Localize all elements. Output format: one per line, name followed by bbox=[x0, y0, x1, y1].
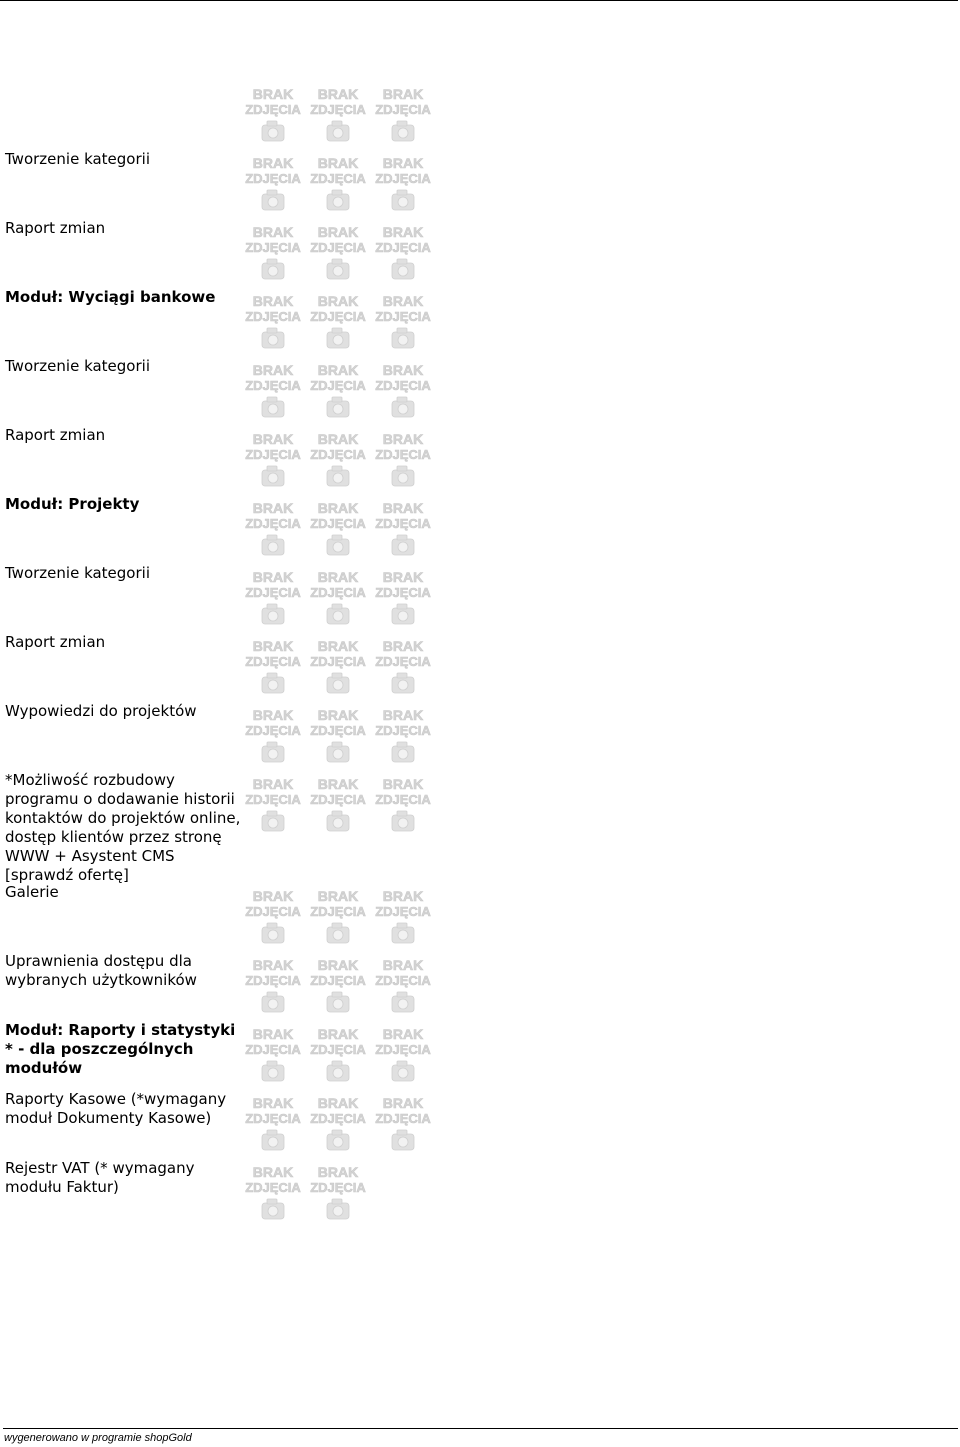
brak-zdjecia-placeholder-icon bbox=[245, 1094, 301, 1156]
svg-text:BRAK: BRAK bbox=[317, 224, 359, 240]
brak-zdjecia-placeholder-icon bbox=[375, 361, 431, 423]
brak-zdjecia-placeholder-icon bbox=[310, 775, 366, 837]
svg-text:ZDJĘCIA: ZDJĘCIA bbox=[375, 102, 431, 117]
feature-label: *Możliwość rozbudowy programu o dodawanie historii kontaktów do projektów online, dostęp klientów przez stronę WWW + Asystent CMS [sprawdź ofertę] bbox=[5, 771, 241, 884]
svg-text:ZDJĘCIA: ZDJĘCIA bbox=[245, 1042, 301, 1057]
svg-text:BRAK: BRAK bbox=[252, 86, 294, 102]
svg-text:BRAK: BRAK bbox=[252, 155, 294, 171]
brak-zdjecia-placeholder-icon bbox=[245, 956, 301, 1018]
feature-label: Raporty Kasowe (*wymagany moduł Dokumenty Kasowe) bbox=[5, 1090, 227, 1127]
svg-text:BRAK: BRAK bbox=[382, 776, 424, 792]
svg-text:BRAK: BRAK bbox=[382, 155, 424, 171]
brak-zdjecia-placeholder-icon bbox=[310, 223, 366, 285]
svg-text:ZDJĘCIA: ZDJĘCIA bbox=[375, 654, 431, 669]
brak-zdjecia-placeholder-icon bbox=[310, 568, 366, 630]
module-heading: Moduł: Wyciągi bankowe bbox=[5, 288, 216, 306]
brak-zdjecia-placeholder-icon bbox=[375, 223, 431, 285]
svg-text:ZDJĘCIA: ZDJĘCIA bbox=[310, 654, 366, 669]
svg-text:ZDJĘCIA: ZDJĘCIA bbox=[310, 309, 366, 324]
svg-text:ZDJĘCIA: ZDJĘCIA bbox=[375, 447, 431, 462]
image-row bbox=[245, 430, 431, 492]
svg-text:ZDJĘCIA: ZDJĘCIA bbox=[245, 378, 301, 393]
brak-zdjecia-placeholder-icon bbox=[310, 85, 366, 147]
svg-text:BRAK: BRAK bbox=[317, 776, 359, 792]
brak-zdjecia-placeholder-icon bbox=[310, 637, 366, 699]
svg-text:ZDJĘCIA: ZDJĘCIA bbox=[310, 102, 366, 117]
svg-text:ZDJĘCIA: ZDJĘCIA bbox=[245, 792, 301, 807]
image-row bbox=[245, 956, 431, 1018]
svg-text:BRAK: BRAK bbox=[317, 86, 359, 102]
svg-text:ZDJĘCIA: ZDJĘCIA bbox=[310, 904, 366, 919]
image-row bbox=[245, 85, 431, 147]
feature-label: Raport zmian bbox=[5, 633, 106, 651]
svg-text:ZDJĘCIA: ZDJĘCIA bbox=[310, 792, 366, 807]
svg-text:BRAK: BRAK bbox=[317, 957, 359, 973]
svg-text:BRAK: BRAK bbox=[382, 431, 424, 447]
brak-zdjecia-placeholder-icon bbox=[375, 706, 431, 768]
brak-zdjecia-placeholder-icon bbox=[245, 775, 301, 837]
brak-zdjecia-placeholder-icon bbox=[245, 361, 301, 423]
svg-text:ZDJĘCIA: ZDJĘCIA bbox=[375, 585, 431, 600]
svg-text:ZDJĘCIA: ZDJĘCIA bbox=[375, 1042, 431, 1057]
brak-zdjecia-placeholder-icon bbox=[375, 292, 431, 354]
svg-text:ZDJĘCIA: ZDJĘCIA bbox=[310, 516, 366, 531]
svg-text:BRAK: BRAK bbox=[252, 362, 294, 378]
top-rule bbox=[0, 0, 958, 1]
svg-text:BRAK: BRAK bbox=[317, 1026, 359, 1042]
brak-zdjecia-placeholder-icon bbox=[375, 637, 431, 699]
brak-zdjecia-placeholder-icon bbox=[375, 1094, 431, 1156]
image-row bbox=[245, 706, 431, 768]
svg-text:BRAK: BRAK bbox=[382, 1026, 424, 1042]
brak-zdjecia-placeholder-icon bbox=[310, 430, 366, 492]
svg-text:ZDJĘCIA: ZDJĘCIA bbox=[375, 309, 431, 324]
svg-text:ZDJĘCIA: ZDJĘCIA bbox=[310, 585, 366, 600]
svg-text:ZDJĘCIA: ZDJĘCIA bbox=[375, 904, 431, 919]
svg-text:BRAK: BRAK bbox=[252, 638, 294, 654]
svg-text:ZDJĘCIA: ZDJĘCIA bbox=[375, 792, 431, 807]
svg-text:BRAK: BRAK bbox=[252, 569, 294, 585]
image-row bbox=[245, 223, 431, 285]
svg-text:BRAK: BRAK bbox=[252, 1095, 294, 1111]
svg-text:BRAK: BRAK bbox=[382, 888, 424, 904]
svg-text:BRAK: BRAK bbox=[252, 431, 294, 447]
svg-text:ZDJĘCIA: ZDJĘCIA bbox=[245, 171, 301, 186]
svg-text:BRAK: BRAK bbox=[317, 1095, 359, 1111]
svg-text:ZDJĘCIA: ZDJĘCIA bbox=[245, 654, 301, 669]
brak-zdjecia-placeholder-icon bbox=[245, 85, 301, 147]
feature-label: Wypowiedzi do projektów bbox=[5, 702, 197, 720]
image-row bbox=[245, 292, 431, 354]
brak-zdjecia-placeholder-icon bbox=[245, 430, 301, 492]
image-row bbox=[245, 154, 431, 216]
svg-text:BRAK: BRAK bbox=[252, 293, 294, 309]
svg-text:ZDJĘCIA: ZDJĘCIA bbox=[245, 904, 301, 919]
brak-zdjecia-placeholder-icon bbox=[245, 887, 301, 949]
brak-zdjecia-placeholder-icon bbox=[375, 1025, 431, 1087]
image-row bbox=[245, 1025, 431, 1087]
brak-zdjecia-placeholder-icon bbox=[245, 1025, 301, 1087]
image-row bbox=[245, 887, 431, 949]
svg-text:ZDJĘCIA: ZDJĘCIA bbox=[375, 378, 431, 393]
svg-text:BRAK: BRAK bbox=[317, 1164, 359, 1180]
brak-zdjecia-placeholder-icon bbox=[245, 499, 301, 561]
svg-text:BRAK: BRAK bbox=[317, 155, 359, 171]
brak-zdjecia-placeholder-icon bbox=[375, 85, 431, 147]
module-heading: Moduł: Projekty bbox=[5, 495, 140, 513]
image-row bbox=[245, 1163, 366, 1225]
svg-text:BRAK: BRAK bbox=[317, 888, 359, 904]
svg-text:BRAK: BRAK bbox=[382, 638, 424, 654]
brak-zdjecia-placeholder-icon bbox=[310, 1025, 366, 1087]
feature-label: Rejestr VAT (* wymagany modułu Faktur) bbox=[5, 1159, 195, 1196]
image-row bbox=[245, 499, 431, 561]
svg-text:BRAK: BRAK bbox=[252, 957, 294, 973]
svg-text:BRAK: BRAK bbox=[382, 957, 424, 973]
svg-text:ZDJĘCIA: ZDJĘCIA bbox=[375, 516, 431, 531]
svg-text:ZDJĘCIA: ZDJĘCIA bbox=[375, 240, 431, 255]
svg-text:BRAK: BRAK bbox=[252, 500, 294, 516]
svg-text:BRAK: BRAK bbox=[382, 1095, 424, 1111]
feature-label: Tworzenie kategorii bbox=[5, 357, 150, 375]
brak-zdjecia-placeholder-icon bbox=[375, 154, 431, 216]
image-row bbox=[245, 1094, 431, 1156]
svg-text:ZDJĘCIA: ZDJĘCIA bbox=[245, 973, 301, 988]
brak-zdjecia-placeholder-icon bbox=[375, 956, 431, 1018]
svg-text:BRAK: BRAK bbox=[252, 707, 294, 723]
brak-zdjecia-placeholder-icon bbox=[245, 1163, 301, 1225]
svg-text:ZDJĘCIA: ZDJĘCIA bbox=[310, 1042, 366, 1057]
brak-zdjecia-placeholder-icon bbox=[310, 706, 366, 768]
brak-zdjecia-placeholder-icon bbox=[310, 887, 366, 949]
svg-text:BRAK: BRAK bbox=[382, 569, 424, 585]
brak-zdjecia-placeholder-icon bbox=[375, 887, 431, 949]
module-heading: Moduł: Raporty i statystyki * - dla poszczególnych modułów bbox=[5, 1021, 236, 1077]
feature-label: Raport zmian bbox=[5, 426, 106, 444]
brak-zdjecia-placeholder-icon bbox=[245, 292, 301, 354]
brak-zdjecia-placeholder-icon bbox=[375, 499, 431, 561]
feature-label: Tworzenie kategorii bbox=[5, 564, 150, 582]
feature-label: Raport zmian bbox=[5, 219, 106, 237]
brak-zdjecia-placeholder-icon bbox=[245, 706, 301, 768]
brak-zdjecia-placeholder-icon bbox=[375, 430, 431, 492]
svg-text:ZDJĘCIA: ZDJĘCIA bbox=[310, 973, 366, 988]
svg-text:ZDJĘCIA: ZDJĘCIA bbox=[245, 102, 301, 117]
brak-zdjecia-placeholder-icon bbox=[310, 361, 366, 423]
svg-text:BRAK: BRAK bbox=[317, 707, 359, 723]
svg-text:BRAK: BRAK bbox=[252, 1164, 294, 1180]
svg-text:ZDJĘCIA: ZDJĘCIA bbox=[375, 1111, 431, 1126]
svg-text:BRAK: BRAK bbox=[317, 569, 359, 585]
svg-text:ZDJĘCIA: ZDJĘCIA bbox=[310, 1180, 366, 1195]
brak-zdjecia-placeholder-icon bbox=[310, 499, 366, 561]
svg-text:ZDJĘCIA: ZDJĘCIA bbox=[310, 447, 366, 462]
feature-label: Galerie bbox=[5, 883, 59, 901]
feature-label: Uprawnienia dostępu dla wybranych użytkowników bbox=[5, 952, 197, 989]
brak-zdjecia-placeholder-icon bbox=[375, 568, 431, 630]
svg-text:BRAK: BRAK bbox=[317, 293, 359, 309]
feature-label: Tworzenie kategorii bbox=[5, 150, 150, 168]
image-row bbox=[245, 775, 431, 837]
svg-text:BRAK: BRAK bbox=[382, 86, 424, 102]
brak-zdjecia-placeholder-icon bbox=[310, 292, 366, 354]
svg-text:ZDJĘCIA: ZDJĘCIA bbox=[310, 171, 366, 186]
footer-rule bbox=[3, 1428, 958, 1429]
svg-text:ZDJĘCIA: ZDJĘCIA bbox=[245, 447, 301, 462]
svg-text:ZDJĘCIA: ZDJĘCIA bbox=[245, 585, 301, 600]
brak-zdjecia-placeholder-icon bbox=[310, 956, 366, 1018]
svg-text:ZDJĘCIA: ZDJĘCIA bbox=[245, 1111, 301, 1126]
svg-text:BRAK: BRAK bbox=[382, 224, 424, 240]
brak-zdjecia-placeholder-icon bbox=[245, 223, 301, 285]
svg-text:ZDJĘCIA: ZDJĘCIA bbox=[245, 1180, 301, 1195]
svg-text:ZDJĘCIA: ZDJĘCIA bbox=[310, 240, 366, 255]
svg-text:ZDJĘCIA: ZDJĘCIA bbox=[245, 723, 301, 738]
brak-zdjecia-placeholder-icon bbox=[245, 154, 301, 216]
brak-zdjecia-placeholder-icon bbox=[310, 1163, 366, 1225]
svg-text:ZDJĘCIA: ZDJĘCIA bbox=[245, 516, 301, 531]
svg-text:ZDJĘCIA: ZDJĘCIA bbox=[375, 171, 431, 186]
svg-text:BRAK: BRAK bbox=[317, 500, 359, 516]
brak-zdjecia-placeholder-icon bbox=[310, 154, 366, 216]
svg-text:ZDJĘCIA: ZDJĘCIA bbox=[310, 1111, 366, 1126]
brak-zdjecia-placeholder-icon bbox=[375, 775, 431, 837]
brak-zdjecia-placeholder-icon bbox=[245, 568, 301, 630]
svg-text:ZDJĘCIA: ZDJĘCIA bbox=[310, 723, 366, 738]
svg-text:BRAK: BRAK bbox=[317, 362, 359, 378]
svg-text:BRAK: BRAK bbox=[382, 362, 424, 378]
svg-text:BRAK: BRAK bbox=[382, 293, 424, 309]
image-row bbox=[245, 361, 431, 423]
brak-zdjecia-placeholder-icon bbox=[245, 637, 301, 699]
svg-text:BRAK: BRAK bbox=[252, 224, 294, 240]
svg-text:BRAK: BRAK bbox=[252, 1026, 294, 1042]
svg-text:ZDJĘCIA: ZDJĘCIA bbox=[375, 723, 431, 738]
svg-text:BRAK: BRAK bbox=[382, 707, 424, 723]
svg-text:BRAK: BRAK bbox=[317, 431, 359, 447]
svg-text:BRAK: BRAK bbox=[317, 638, 359, 654]
svg-text:ZDJĘCIA: ZDJĘCIA bbox=[245, 240, 301, 255]
svg-text:ZDJĘCIA: ZDJĘCIA bbox=[310, 378, 366, 393]
footer-text: wygenerowano w programie shopGold bbox=[4, 1432, 192, 1444]
svg-text:ZDJĘCIA: ZDJĘCIA bbox=[375, 973, 431, 988]
svg-text:BRAK: BRAK bbox=[252, 776, 294, 792]
brak-zdjecia-placeholder-icon bbox=[310, 1094, 366, 1156]
image-row bbox=[245, 637, 431, 699]
image-row bbox=[245, 568, 431, 630]
svg-text:ZDJĘCIA: ZDJĘCIA bbox=[245, 309, 301, 324]
svg-text:BRAK: BRAK bbox=[382, 500, 424, 516]
svg-text:BRAK: BRAK bbox=[252, 888, 294, 904]
